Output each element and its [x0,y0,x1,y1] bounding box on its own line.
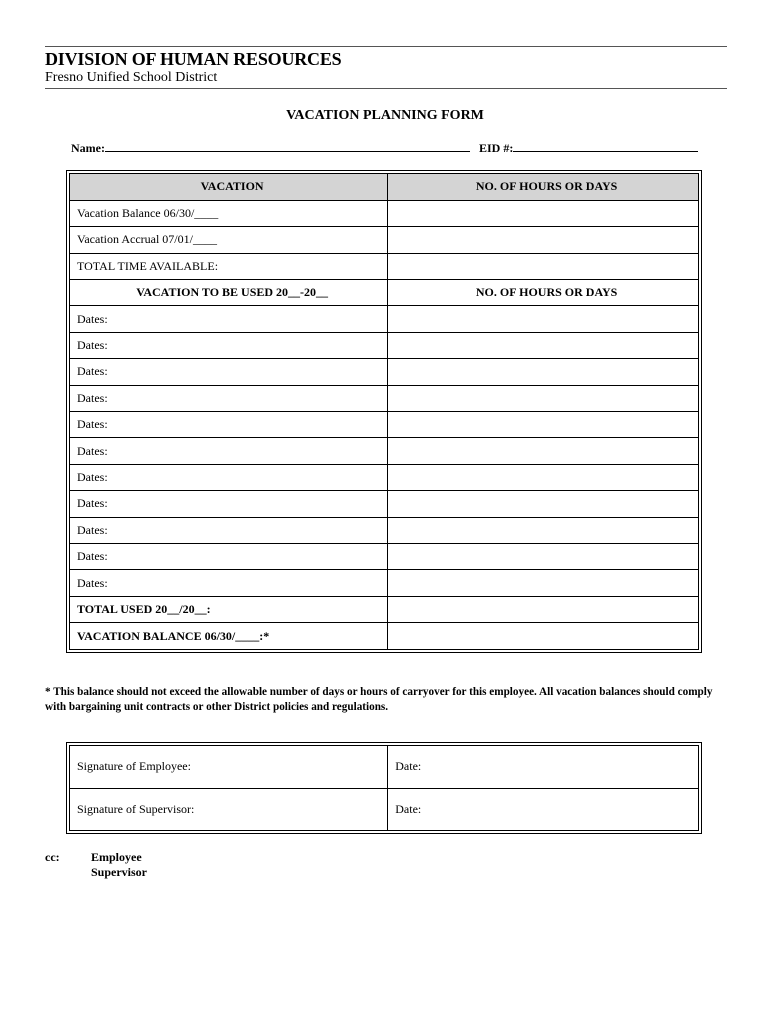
vacation-balance-label: Vacation Balance 06/30/____ [70,200,388,226]
cc-list [91,850,147,880]
dates-hours-field[interactable] [388,332,698,358]
dates-label: Dates: [70,543,388,569]
signature-table-frame [66,742,702,834]
table-row [70,306,698,332]
vacation-table-frame [66,170,702,653]
table-row [70,438,698,464]
table-row [70,200,698,226]
table-row [70,491,698,517]
dates-hours-field[interactable] [388,306,698,332]
cc-recipient-supervisor: Supervisor [91,865,148,879]
supervisor-date-field[interactable]: Date: [388,788,698,830]
table-row [70,385,698,411]
dates-label: Dates: [70,570,388,596]
dates-label: Dates: [70,464,388,490]
total-used-field[interactable] [388,596,698,622]
dates-label: Dates: [70,491,388,517]
vacation-accrual-label: Vacation Accrual 07/01/____ [70,227,388,253]
signature-table [70,746,698,830]
eid-line [479,140,698,156]
employee-date-field[interactable]: Date: [388,746,698,788]
dates-hours-field[interactable] [388,517,698,543]
section-header-row [70,280,698,306]
eid-field[interactable] [513,140,698,152]
cc-label: cc: [45,850,60,864]
dates-hours-field[interactable] [388,359,698,385]
supervisor-signature-field[interactable]: Signature of Supervisor: [70,788,388,830]
cc-recipient-employee: Employee [91,850,142,864]
table-row [70,746,698,788]
table-row [70,543,698,569]
name-line [71,140,470,156]
total-time-available-field[interactable] [388,253,698,279]
dates-label: Dates: [70,438,388,464]
table-header-row [70,174,698,200]
vacation-table [70,174,698,649]
hours-column-header: NO. OF HOURS OR DAYS [388,174,698,200]
table-row [70,227,698,253]
total-time-available-label: TOTAL TIME AVAILABLE: [70,253,388,279]
table-row [70,359,698,385]
table-row [70,570,698,596]
dates-label: Dates: [70,332,388,358]
dates-hours-field[interactable] [388,438,698,464]
total-used-label: TOTAL USED 20__/20__: [70,596,388,622]
dates-label: Dates: [70,517,388,543]
vacation-to-be-used-header: VACATION TO BE USED 20__-20__ [70,280,388,306]
table-row [70,623,698,649]
vacation-balance-hours-field[interactable] [388,200,698,226]
dates-label: Dates: [70,385,388,411]
table-row [70,596,698,622]
dates-hours-field[interactable] [388,491,698,517]
dates-hours-field[interactable] [388,385,698,411]
dates-label: Dates: [70,412,388,438]
table-row [70,464,698,490]
dates-label: Dates: [70,359,388,385]
vacation-column-header: VACATION [70,174,388,200]
dates-hours-field[interactable] [388,570,698,596]
vacation-balance-end-field[interactable] [388,623,698,649]
dates-hours-field[interactable] [388,412,698,438]
dates-hours-field[interactable] [388,543,698,569]
vacation-accrual-hours-field[interactable] [388,227,698,253]
dates-label: Dates: [70,306,388,332]
form-title: VACATION PLANNING FORM [286,108,484,123]
table-row [70,412,698,438]
eid-label: EID #: [479,141,514,155]
district-name: Fresno Unified School District [45,70,218,85]
carryover-note: * This balance should not exceed the allowable number of days or hours of carryover for this employee. All vacation balances should comply with bargaining unit contracts or other District policies and regulations. [45,686,713,713]
table-row [70,517,698,543]
hours-subheader: NO. OF HOURS OR DAYS [388,280,698,306]
table-row [70,788,698,830]
table-row [70,253,698,279]
top-rule [45,46,727,47]
division-title: DIVISION OF HUMAN RESOURCES [45,49,342,69]
name-label: Name: [71,141,105,155]
employee-signature-field[interactable]: Signature of Employee: [70,746,388,788]
dates-hours-field[interactable] [388,464,698,490]
vacation-balance-end-label: VACATION BALANCE 06/30/____:* [70,623,388,649]
header-bottom-rule [45,88,727,89]
name-field[interactable] [105,140,470,152]
table-row [70,332,698,358]
